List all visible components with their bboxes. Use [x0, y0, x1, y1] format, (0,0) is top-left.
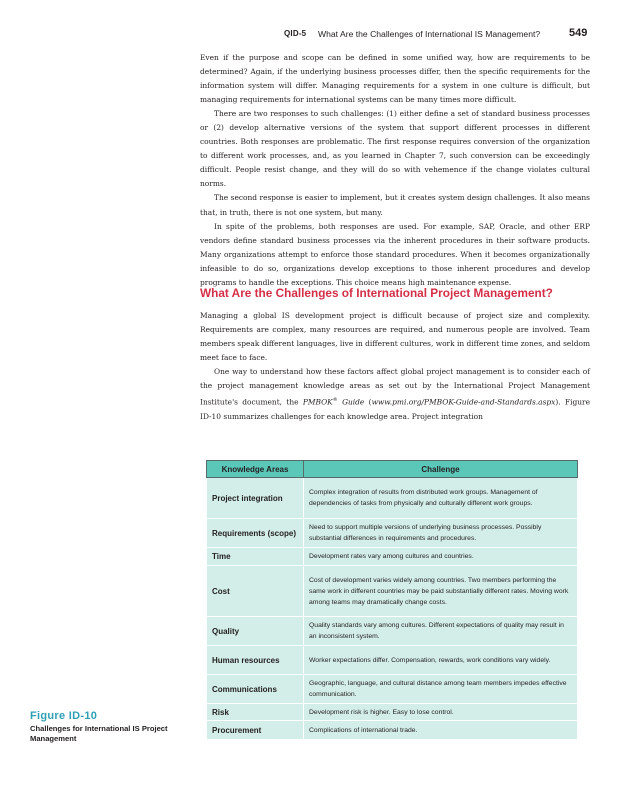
- paragraph: In spite of the problems, both responses are used. For example, SAP, Oracle, and other ERP vendors define standard business processes via the inherent procedures in their software products. Many organizations attempt to enforce those standard procedures. When it becomes organizationally infeasible to do so, organizations develop exceptions to those inherent procedures and develop programs to handle the exceptions. This choice means high maintenance expense.: [200, 221, 590, 287]
- section-heading: What Are the Challenges of International Project Management?: [200, 286, 553, 300]
- guide-title: Guide: [337, 397, 365, 407]
- figure-caption: Challenges for International IS Project Management: [30, 724, 168, 743]
- figure-title: Figure ID-10: [30, 710, 98, 722]
- challenge-cell: Geographic, language, and cultural distance among team members impedes effective communication.: [304, 675, 578, 704]
- knowledge-area-cell: Communications: [207, 675, 304, 704]
- paragraph-text: One way to understand how these factors affect global project management is to consider each of the project management knowledge areas as set out by the International Project Management Institute's document, the: [200, 367, 590, 407]
- table-row: [207, 566, 578, 617]
- paragraph: Even if the purpose and scope can be defined in some unified way, how are requirements to be determined? Again, if the underlying business processes differ, then the specific requirements for the information system will differ. Managing requirements for a system in one culture is difficult, but managing requirements for international systems can be many times more difficult.: [200, 53, 590, 105]
- knowledge-area-cell: Quality: [207, 617, 304, 646]
- knowledge-area-cell: Risk: [207, 704, 304, 721]
- challenges-table: [206, 460, 578, 740]
- challenge-cell: Cost of development varies widely among countries. Two members performing the same work in different countries may be paid substantially different rates. Moving work among teams may dramatically change costs.: [304, 566, 578, 617]
- table-row: [207, 548, 578, 566]
- page-number: 549: [569, 27, 588, 39]
- table-header-row: [207, 461, 578, 478]
- column-header-knowledge-areas: Knowledge Areas: [207, 461, 304, 478]
- paragraph-text: ). Figure ID-10 summarizes challenges for each knowledge area. Project integration: [200, 397, 590, 421]
- knowledge-area-cell: Cost: [207, 566, 304, 617]
- knowledge-area-cell: Time: [207, 548, 304, 566]
- pmi-url-link[interactable]: www.pmi.org/PMBOK-Guide-and-Standards.aspx: [371, 397, 556, 407]
- table-row: [207, 617, 578, 646]
- body-text-bottom: [200, 309, 590, 424]
- table-row: [207, 675, 578, 704]
- challenge-cell: Complex integration of results from distributed work groups. Management of dependencies of tasks from physically and culturally different work groups.: [304, 478, 578, 519]
- registered-mark: ®: [332, 397, 338, 404]
- paragraph: [200, 365, 590, 424]
- running-header: [0, 27, 625, 41]
- knowledge-area-cell: Procurement: [207, 721, 304, 740]
- challenge-cell: Need to support multiple versions of underlying business processes. Possibly substantial differences in requirements and procedures.: [304, 519, 578, 548]
- chapter-code: QID-5: [284, 29, 307, 38]
- knowledge-area-cell: Human resources: [207, 646, 304, 675]
- challenge-cell: Development risk is higher. Easy to lose control.: [304, 704, 578, 721]
- running-title: What Are the Challenges of International IS Management?: [318, 29, 541, 39]
- knowledge-area-cell: Requirements (scope): [207, 519, 304, 548]
- challenge-cell: Worker expectations differ. Compensation, rewards, work conditions vary widely.: [304, 646, 578, 675]
- table-row: [207, 519, 578, 548]
- column-header-challenge: Challenge: [304, 461, 578, 478]
- body-text-top: [200, 51, 590, 290]
- table-row: [207, 704, 578, 721]
- table-row: [207, 478, 578, 519]
- challenge-cell: Development rates vary among cultures and countries.: [304, 548, 578, 566]
- challenge-cell: Quality standards vary among cultures. Different expectations of quality may result in an inconsistent system.: [304, 617, 578, 646]
- pmbok-title: PMBOK: [302, 397, 333, 407]
- paragraph: There are two responses to such challenges: (1) either define a set of standard business processes or (2) develop alternative versions of the system that support different processes in different countries. Both responses are problematic. The first response requires conversion of the organization to different work processes, and, as you learned in Chapter 7, such conversion can be exceedingly difficult. People resist change, and they will do so with vehemence if the change violates cultural norms.: [200, 109, 590, 189]
- table-row: [207, 646, 578, 675]
- paragraph: Managing a global IS development project is difficult because of project size and complexity. Requirements are complex, many resources are required, and numerous people are involved. Team members speak different languages, live in different cultures, work in different time zones, and seldom meet face to face.: [200, 311, 590, 363]
- paragraph: The second response is easier to implement, but it creates system design challenges. It also means that, in truth, there is not one system, but many.: [200, 193, 590, 217]
- paragraph-text: (: [364, 397, 372, 407]
- knowledge-area-cell: Project integration: [207, 478, 304, 519]
- table-row: [207, 721, 578, 740]
- challenge-cell: Complications of international trade.: [304, 721, 578, 740]
